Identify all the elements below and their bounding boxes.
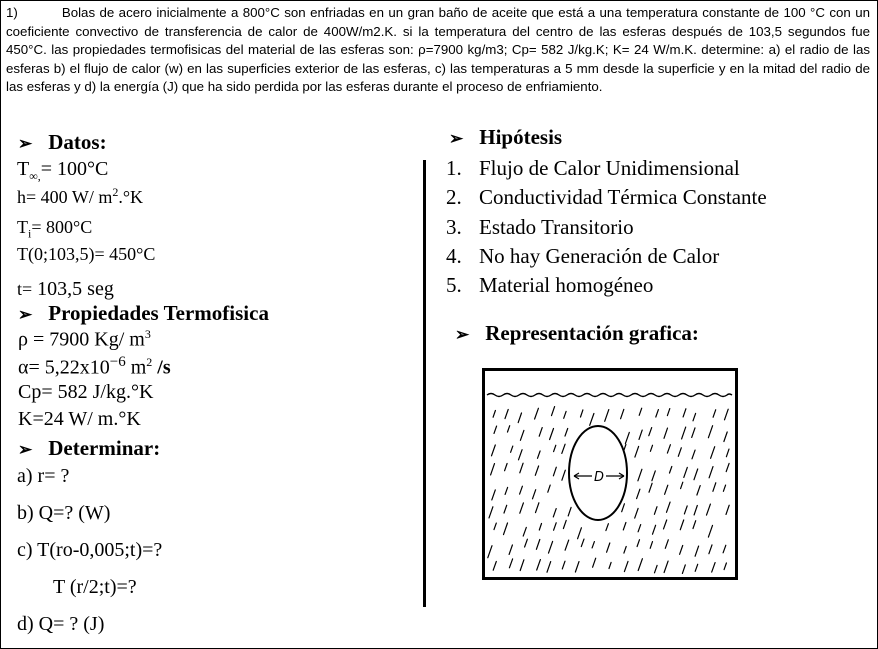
arrowhead-bullet-icon: ➢ — [455, 325, 470, 344]
t-i-value: = 800°C — [31, 217, 93, 237]
arrowhead-bullet-icon: ➢ — [18, 305, 33, 324]
t-i-sub: i — [28, 226, 32, 241]
list-item-text: No hay Generación de Calor — [479, 243, 720, 268]
arrowhead-bullet-icon: ➢ — [449, 129, 464, 148]
datos-header-label: Datos: — [48, 130, 107, 154]
arrowhead-bullet-icon: ➢ — [18, 134, 33, 153]
representacion-header-label: Representación grafica: — [485, 321, 699, 345]
determinar-header-label: Determinar: — [48, 436, 161, 460]
list-item-text: Flujo de Calor Unidimensional — [479, 156, 740, 180]
t-inf-sub: ∞, — [29, 169, 41, 183]
t-inf-value: = 100°C — [40, 158, 109, 180]
list-item-text: Estado Transitorio — [479, 214, 634, 239]
problem-number: 1) — [6, 5, 18, 20]
list-item-number: 5. — [446, 273, 462, 298]
t-time-pre: t= — [17, 279, 33, 299]
column-divider — [423, 160, 426, 607]
determinar-c2: T (r/2;t)=? — [53, 576, 137, 598]
h-post: .°K — [118, 187, 144, 207]
alpha-mid: m — [125, 356, 147, 379]
list-item-number: 4. — [446, 243, 462, 268]
list-item — [446, 183, 767, 212]
list-item-text: Conductividad Térmica Constante — [479, 185, 767, 210]
prop-cp: Cp= 582 J/kg.°K — [18, 381, 154, 403]
datos-t-inf — [17, 158, 108, 184]
alpha-sup: −6 — [109, 354, 126, 370]
arrowhead-bullet-icon: ➢ — [18, 440, 33, 459]
representacion-header — [455, 321, 699, 346]
list-item — [446, 213, 767, 242]
datos-t-i — [17, 217, 92, 242]
datos-h — [17, 185, 143, 208]
t-time-value: 103,5 seg — [32, 278, 114, 300]
h-sup: 2 — [112, 185, 119, 199]
alpha-post: /s — [152, 356, 171, 379]
hipotesis-list — [446, 154, 767, 300]
problem-statement — [6, 4, 870, 97]
rho-pre: ρ = 7900 Kg/ m — [18, 328, 145, 351]
t-i-symbol: T — [17, 217, 28, 237]
propiedades-header-label: Propiedades Termofisica — [48, 301, 269, 325]
list-item — [446, 242, 767, 271]
propiedades-header — [18, 301, 269, 326]
datos-t-center: T(0;103,5)= 450°C — [17, 244, 156, 264]
h-pre: h= 400 W/ m — [17, 187, 113, 207]
t-inf-symbol: T — [17, 158, 30, 180]
hipotesis-header — [449, 125, 562, 150]
prop-rho — [18, 327, 151, 352]
alpha-sup2: 2 — [146, 355, 153, 369]
determinar-b: b) Q=? (W) — [17, 502, 111, 524]
prop-k: K=24 W/ m.°K — [18, 408, 141, 430]
list-item — [446, 271, 767, 300]
determinar-a: a) r= ? — [17, 465, 70, 487]
list-item-number: 1. — [446, 156, 462, 180]
diameter-label: D — [593, 470, 605, 485]
determinar-d: d) Q= ? (J) — [17, 613, 105, 635]
alpha-pre: α= 5,22x10 — [18, 356, 110, 379]
hipotesis-header-label: Hipótesis — [479, 125, 563, 149]
prop-alpha — [18, 354, 171, 380]
list-item-number: 2. — [446, 185, 462, 210]
list-item-number: 3. — [446, 214, 462, 239]
datos-t-time — [17, 278, 114, 301]
problem-text: Bolas de acero inicialmente a 800°C son enfriadas en un gran baño de aceite que está a una temperatura constante de 100 °C con un coeficiente convectivo de transferencia de calor de 400W/m2.K. si la temperatura del centro de las esferas después de 103,5 segundos fue 450°C. las propiedades termofisicas del material de las esferas son: ρ=7900 kg/m3; Cp= 582 J/kg.K; K= 24 W/m.K. determine: a) el radio de las esferas b) el flujo de calor (w) en las superficies exterior de las esferas, c) las temperaturas a 5 mm desde la superficie y en la mitad del radio de las esferas y d) la energía (J) que ha sido perdida por las esferas durante el proceso de enfriamiento. — [6, 5, 870, 95]
determinar-c: c) T(ro-0,005;t)=? — [17, 539, 163, 561]
rho-sup: 3 — [144, 327, 151, 341]
datos-header — [18, 130, 107, 155]
determinar-header — [18, 436, 160, 461]
oil-bath-sphere-diagram — [482, 368, 738, 580]
list-item — [446, 154, 767, 183]
list-item-text: Material homogéneo — [479, 273, 654, 298]
